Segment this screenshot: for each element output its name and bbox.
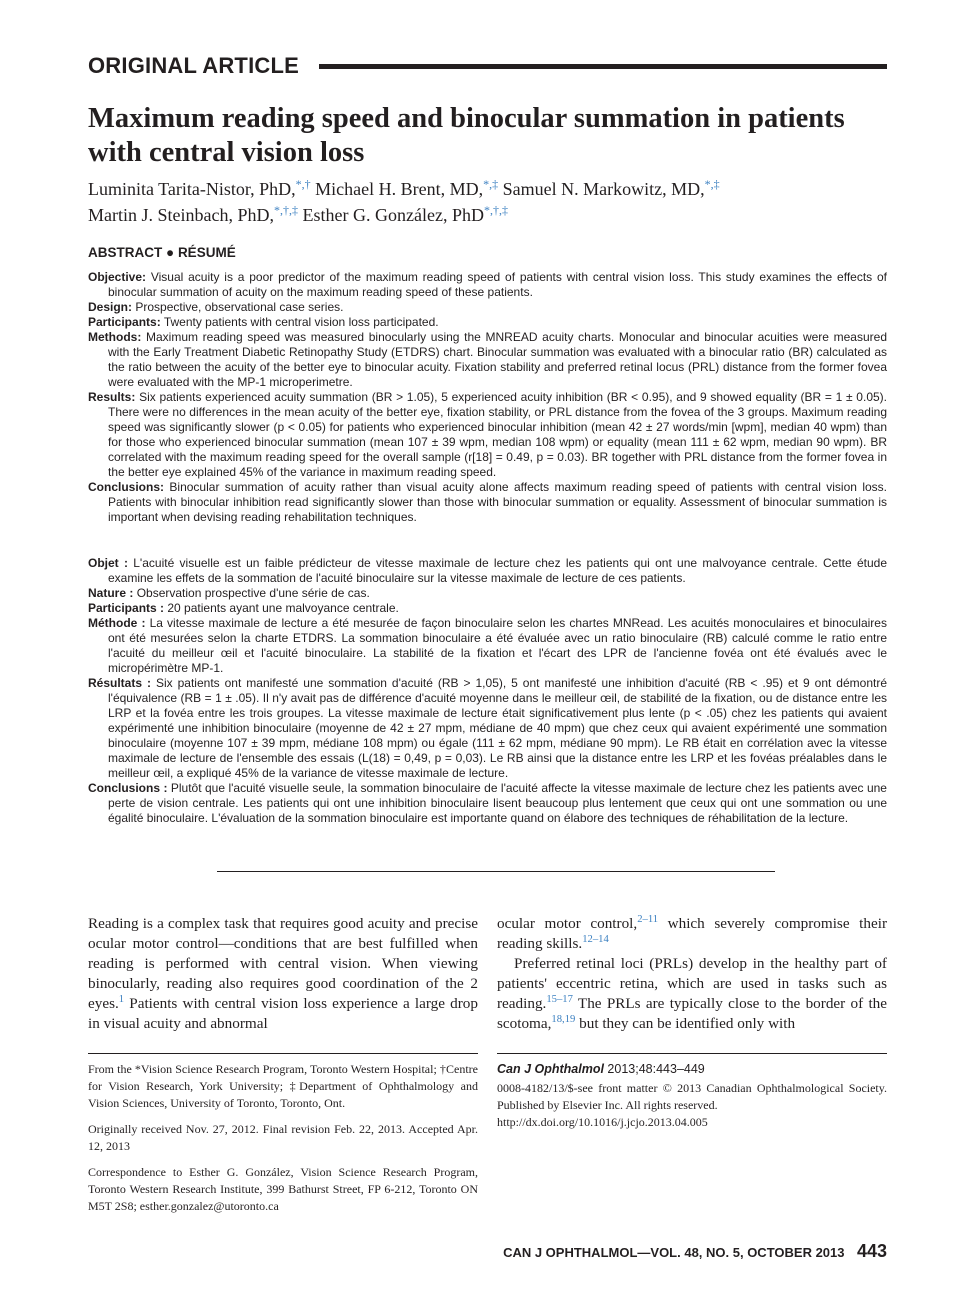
- author-name: Martin J. Steinbach, PhD,*,†,‡: [88, 203, 298, 225]
- footnotes-left: [88, 1061, 478, 1224]
- abstract-label: Methods:: [88, 330, 142, 344]
- citation-link[interactable]: 1: [118, 993, 125, 1005]
- body-column-right: [497, 914, 887, 1034]
- abstract-item: [88, 676, 887, 781]
- section-label: ORIGINAL ARTICLE: [88, 53, 299, 78]
- abstract-item: [88, 270, 887, 300]
- page-footer: [503, 1241, 887, 1262]
- citation-link[interactable]: 2–11: [637, 913, 659, 925]
- received-dates: Originally received Nov. 27, 2012. Final revision Feb. 22, 2013. Accepted Apr. 12, 2013: [88, 1122, 478, 1153]
- affiliation-marks[interactable]: *,‡: [704, 177, 720, 191]
- abstract-item: [88, 315, 887, 330]
- citation-link[interactable]: 12–14: [582, 933, 609, 945]
- copyright: 0008-4182/13/$-see front matter © 2013 Canadian Ophthalmological Society. Published by Elsevier Inc. All rights reserved. http://dx.doi.org/10.1016/j.jcjo.2013.04.005: [497, 1081, 887, 1129]
- author-name: Luminita Tarita-Nistor, PhD,*,†: [88, 177, 311, 199]
- abstract-text: La vitesse maximale de lecture a été mesurée de façon binoculaire selon les chartes MNRead. Les acuités monoculaires et binoculaires ont été mesurées selon la charte ETDRS. La sommation binoculaire a été évaluée avec un ratio binoculaire (RB) calculé comme le ratio entre l'acuité du meilleur œil et l'acuité binoculaire. La stabilité de la fixation et l'écart des LPR de l'ancienne fovéa ont été évalués avec le micropérimètre MP-1.: [108, 616, 887, 675]
- abstract-label: Conclusions:: [88, 480, 165, 494]
- abstract-text: Visual acuity is a poor predictor of the maximum reading speed of patients with central vision loss. This study examines the effects of binocular summation of acuity on the maximum reading speed of these patients.: [108, 270, 887, 299]
- journal-citation: Can J Ophthalmol 2013;48:443–449: [497, 1062, 705, 1076]
- section-divider: [217, 871, 775, 872]
- abstract-text: 20 patients ayant une malvoyance centrale.: [167, 601, 399, 615]
- abstract-label: Design:: [88, 300, 133, 314]
- affiliation-marks[interactable]: *,†,‡: [274, 203, 298, 217]
- body-column-left: [88, 914, 478, 1034]
- abstract-item: [88, 616, 887, 676]
- journal-name: Can J Ophthalmol: [497, 1062, 604, 1076]
- abstract-item: [88, 556, 887, 586]
- citation-link[interactable]: 18,19: [551, 1013, 576, 1025]
- abstract-label: Objective:: [88, 270, 147, 284]
- abstract-text: Plutôt que l'acuité visuelle seule, la sommation binoculaire de l'acuité affecte la vitesse maximale de lecture chez les patients avec une perte de vision centrale. Les patients qui ont une inhibition binoculaire lisent beaucoup plus lentement que ceux qui ont une sommation ou une égalité binoculaire. L'évaluation de la sommation binoculaire est importante quand on élabore des techniques de réhabilitation de la lecture.: [108, 781, 887, 825]
- abstract-heading-en: ABSTRACT: [88, 245, 163, 260]
- footnote-rule: [497, 1053, 887, 1054]
- body-paragraph: Reading is a complex task that requires good acuity and precise ocular motor control—conditions that are best fulfilled when reading is performed with central vision. When viewing binocularly, reading also requires good coordination of the 2 eyes.$^1$ Patients with central vision loss experience a large drop in visual acuity and abnormal: [88, 915, 478, 1032]
- abstract-text: Prospective, observational case series.: [135, 300, 344, 314]
- citation-link[interactable]: 15–17: [546, 993, 573, 1005]
- footnotes-right: [497, 1061, 887, 1131]
- section-header: [88, 50, 887, 82]
- footnote-rule: [88, 1053, 478, 1054]
- abstract-text: Six patients experienced acuity summation (BR > 1.05), 5 experienced acuity inhibition (BR < 0.95), and 9 showed equality (BR = 1 ± 0.05). There were no differences in the mean acuity of the better eye, fixation stability, or PRL distance from the fovea of the 3 groups. Maximum reading speed was significantly slower (p < 0.05) for patients who experienced binocular inhibition (mean 42 ± 27 words/min [wpm], median 40 wpm) than for those who experienced binocular summation (mean 107 ± 39 wpm, median 108 wpm) or equality (mean 111 ± 62 wpm, median 90 wpm). BR correlated with the maximum reading speed for the overall sample (r[18] = 0.49, p = 0.03). BR together with PRL distance from the former fovea in the better eye explained 45% of the variance in maximum reading speed.: [108, 390, 887, 479]
- abstract-label: Conclusions :: [88, 781, 168, 795]
- abstract-item: [88, 586, 887, 601]
- abstract-text: L'acuité visuelle est un faible prédicteur de vitesse maximale de lecture chez les patients qui ont une malvoyance centrale. Cette étude examine les effets de la sommation de l'acuité binoculaire sur la vitesse maximale de lecture de ces patients.: [108, 556, 887, 585]
- affiliation-marks[interactable]: *,‡: [483, 177, 499, 191]
- abstract-item: [88, 330, 887, 390]
- header-rule: [319, 64, 887, 69]
- abstract-item: [88, 300, 887, 315]
- author-name: Esther G. González, PhD*,†,‡: [302, 203, 508, 225]
- abstract-french: [88, 556, 887, 826]
- abstract-text: Observation prospective d'une série de cas.: [136, 586, 370, 600]
- body-paragraph: ocular motor control,$^{2-11}$ which severely compromise their reading skills.$^{12-14}$: [497, 913, 887, 952]
- body-paragraph: Preferred retinal loci (PRLs) develop in the healthy part of patients' eccentric retina, which are used in tasks such as reading.$^{15-17}$ The PRLs are typically close to the border of the scotoma,$^{18,19}$ but they can be identified only with: [497, 955, 887, 1032]
- affiliation-marks[interactable]: *,†: [295, 177, 311, 191]
- abstract-label: Résultats :: [88, 676, 151, 690]
- abstract-text: Six patients ont manifesté une sommation d'acuité (RB > 1,05), 5 ont manifesté une inhibition d'acuité (RB < .95) et 9 ont démontré l'équivalence (RB = 1 ± .05). Il n'y avait pas de différence d'acuité moyenne dans le meilleur œil, de stabilité de la fixation, ou de distance entre les LRP et la fovéa entre les trois groupes. La vitesse maximale de lecture était significativement plus lente (p < .05) chez les patients qui avaient expérimenté une inhibition binoculaire (moyenne de 42 ± 27 mpm, médiane de 40 mpm) que chez ceux qui avaient expérimenté une sommation binoculaire (moyenne 107 ± 39 mpm, médiane 108 mpm) ou égale (111 ± 62 mpm, médiane 90 mpm). Le RB était en corrélation avec la vitesse maximale de lecture de l'ensemble des essais (L(18) = 0,49, p = 0,03). Le RB ainsi que la distance entre les LRP et les fovéas préalables dans le meilleur œil, a expliqué 45% de la variance de vitesse maximale de lecture.: [108, 676, 887, 780]
- abstract-label: Participants :: [88, 601, 165, 615]
- abstract-heading: [88, 245, 236, 260]
- abstract-item: [88, 390, 887, 480]
- abstract-heading-fr: RÉSUMÉ: [177, 245, 236, 260]
- abstract-label: Results:: [88, 390, 136, 404]
- abstract-text: Binocular summation of acuity rather than visual acuity alone affects maximum reading speed of patients with central vision loss. Patients with binocular inhibition read significantly slower than those with binocular summation or equality. Assessment of binocular summation is important when devising reading rehabilitation techniques.: [108, 480, 887, 524]
- abstract-item: [88, 480, 887, 525]
- doi-link[interactable]: http://dx.doi.org/10.1016/j.jcjo.2013.04.005: [497, 1115, 708, 1129]
- abstract-label: Participants:: [88, 315, 161, 329]
- abstract-english: [88, 270, 887, 525]
- abstract-item: [88, 781, 887, 826]
- abstract-item: [88, 601, 887, 616]
- abstract-text: Maximum reading speed was measured binocularly using the MNREAD acuity charts. Monocular and binocular acuities were measured with the Early Treatment Diabetic Retinopathy Study (ETDRS) chart. Binocular summation was evaluated with a binocular ratio (BR) calculated as the ratio between the acuity of the better eye to binocular acuity. Fixation stability and preferred retinal locus (PRL) distance from the former fovea were evaluated with the MP-1 microperimetre.: [108, 330, 887, 389]
- author-name: Michael H. Brent, MD,*,‡: [315, 177, 499, 199]
- author-list: [88, 176, 888, 228]
- abstract-text: Twenty patients with central vision loss participated.: [163, 315, 439, 329]
- abstract-label: Nature :: [88, 586, 134, 600]
- abstract-label: Objet :: [88, 556, 128, 570]
- article-title: Maximum reading speed and binocular summation in patients with central vision loss: [88, 103, 845, 168]
- correspondence: Correspondence to Esther G. González, Vision Science Research Program, Toronto Western Research Institute, 399 Bathurst Street, FP 6-212, Toronto ON M5T 2S8; esther.gonzalez@utoronto.ca: [88, 1165, 478, 1213]
- journal-footer: CAN J OPHTHALMOL—VOL. 48, NO. 5, OCTOBER 2013: [503, 1245, 845, 1260]
- author-name: Samuel N. Markowitz, MD,*,‡: [502, 177, 720, 199]
- bullet-separator: ●: [166, 245, 175, 260]
- page-number: 443: [856, 1241, 887, 1261]
- abstract-label: Méthode :: [88, 616, 146, 630]
- affiliation-marks[interactable]: *,†,‡: [483, 203, 508, 217]
- affiliations: From the *Vision Science Research Program, Toronto Western Hospital; †Centre for Vision Research, York University; ‡Department of Ophthalmology and Vision Sciences, University of Toronto, Toronto, Ont.: [88, 1062, 478, 1110]
